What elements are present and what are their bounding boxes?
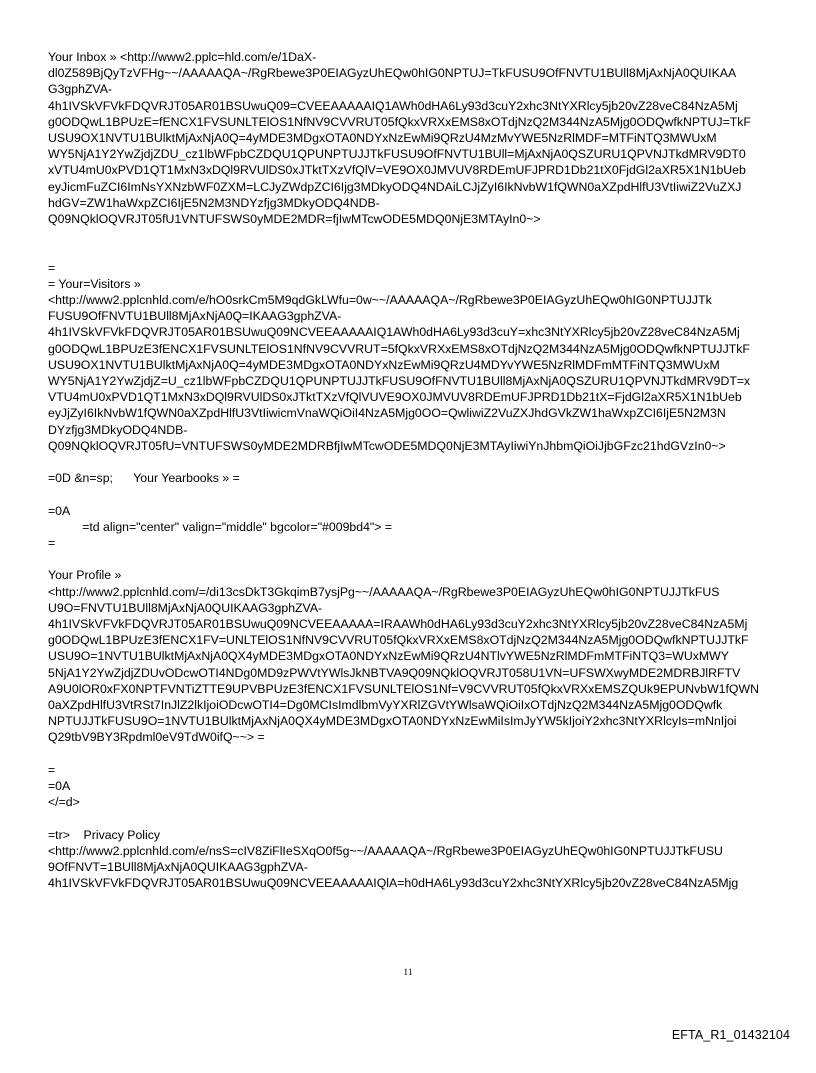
text-line: =0D &n=sp; Your Yearbooks » = <box>48 471 240 486</box>
text-line: </=d> <box>48 795 80 810</box>
blank-line <box>48 746 778 762</box>
text-line: 4h1IVSkVFVkFDQVRJT05AR01BSUwuQ09NCVEEAAAAAIQ1AWh0dHA6Ly93d3cuY=xhc3NtYXRlcy5jb20vZ28veC84NzA5Mj <box>48 325 740 340</box>
text-line: <http://www2.pplcnhld.com/e/nsS=cIV8ZiFlIeSXqO0f5g~~/AAAAAQA~/RgRbewe3P0EIAGyzUhEQw0hIG0NPTUJJTkFUSU <box>48 843 723 858</box>
text-line: VTU4mU0xPVD1QT1MxN3xDQl9RVUlDS0xJTktTXzVfQlVUVE9OX0JMVUV8RDEmUFJPRD1Db21tX=FjdGl2aXR5X1N1bUeb <box>48 390 742 405</box>
text-line: hdGV=ZW1haWxpZCI6IjE5N2M3NDYzfjg3MDkyODQ4NDB- <box>48 195 380 210</box>
text-line: xVTU4mU0xPVD1QT1MxN3xDQl9RVUlDS0xJTktTXzVfQlV=VE9OX0JMVUV8RDEmUFJPRD1Db21tX0FjdGl2aXR5X1N1bUeb <box>48 163 746 178</box>
blank-line <box>48 810 778 826</box>
blank-line <box>48 243 778 259</box>
text-line: = <box>48 762 56 777</box>
text-line: USU9OX1NVTU1BUlktMjAxNjA0Q=4yMDE3MDgxOTA0NDYxNzEwMi9QRzU4MDYvYWE5NzRlMDFmMTFiNTQ3MWUxM <box>48 357 720 372</box>
text-line: 0aXZpdHlfU3VtRSt7InJlZ2lkIjoiODcwOTI4=Dg0MCIsImdlbmVyYXRlZGVtYWlsaWQiOiIxOTdjNzQ2M344NzA5Mjg0ODQwfk <box>48 698 723 713</box>
text-line: <http://www2.pplcnhld.com/e/hO0srkCm5M9qdGkLWfu=0w~~/AAAAAQA~/RgRbewe3P0EIAGyzUhEQw0hIG0NPTUJJTk <box>48 293 712 308</box>
text-line: 4h1IVSkVFVkFDQVRJT05AR01BSUwuQ09=CVEEAAAAAIQ1AWh0dHA6Ly93d3cuY2xhc3NtYXRlcy5jb20vZ28veC84NzA5Mj <box>48 98 738 113</box>
text-line: = <box>48 260 56 275</box>
text-line: g0ODQwL1BPUzE3fENCX1FV=UNLTElOS1NfNV9CVVRUT05fQkxVRXxEMS8xOTdjNzQ2M344NzA5Mjg0ODQwfkNPTUJJTkF <box>48 633 749 648</box>
text-line: dl0Z589BjQyTzVFHg~~/AAAAAQA~/RgRbewe3P0EIAGyzUhEQw0hIG0NPTUJ=TkFUSU9OfFNVTU1BUll8MjAxNjA0QUIKAA <box>48 66 737 81</box>
email-source-text <box>48 49 778 891</box>
text-line: Q29tbV9BY3Rpdml0eV9TdW0ifQ~~> = <box>48 730 265 745</box>
text-line: U9O=FNVTU1BUll8MjAxNjA0QUIKAAG3gphZVA- <box>48 600 323 615</box>
blank-line <box>48 227 778 243</box>
text-line: =0A <box>48 503 71 518</box>
text-line: = <box>48 536 56 551</box>
page-number: 11 <box>403 968 413 978</box>
text-line: = Your=Visitors » <box>48 276 141 291</box>
text-line: Q09NQklOQVRJT05fU1VNTUFSWS0yMDE2MDR=fjIwMTcwODE5MDQ0NjE3MTAyIn0~> <box>48 212 541 227</box>
text-line: A9U0lOR0xFX0NPTFVNTiZTTE9UPVBPUzE3fENCX1FVSUNLTElOS1Nf=V9CVVRUT05fQkxVRXxEMSZQUk9EPUNvbW1fQWN <box>48 681 759 696</box>
text-line: Your Profile » <box>48 568 122 583</box>
text-line: g0ODQwL1BPUzE=fENCX1FVSUNLTElOS1NfNV9CVVRUT05fQkxVRXxEMS8xOTdjNzQ2M344NzA5Mjg0ODQwfkNPTUJ=TkF <box>48 114 751 129</box>
text-line: g0ODQwL1BPUzE3fENCX1FVSUNLTElOS1NfNV9CVVRUT=5fQkxVRXxEMS8xOTdjNzQ2M344NzA5Mjg0ODQwfkNPTUJJTkF <box>48 341 750 356</box>
text-line: WY5NjA1Y2YwZjdjZ=U_cz1lbWFpbCZDQU1QPUNPTUJJTkFUSU9OfFNVTU1BUll8MjAxNjA0QSZURU1QPVNJTkdMRV9DT=x <box>48 374 751 389</box>
text-line: WY5NjA1Y2YwZjdjZDU_cz1lbWFpbCZDQU1QPUNPTUJJTkFUSU9OfFNVTU1BUll=MjAxNjA0QSZURU1QPVNJTkdMRV9DT0 <box>48 147 746 162</box>
text-line: =tr> Privacy Policy <box>48 827 161 842</box>
text-line: NPTUJJTkFUSU9O=1NVTU1BUlktMjAxNjA0QX4yMDE3MDgxOTA0NDYxNzEwMiIsImJyYW5kIjoiY2xhc3NtYXRlcyIs=mNnIjoi <box>48 714 737 729</box>
blank-line <box>48 454 778 470</box>
blank-line <box>48 551 778 567</box>
text-line: G3gphZVA- <box>48 82 113 97</box>
text-line: Your Inbox » <http://www2.pplc=hld.com/e/1DaX- <box>48 50 317 64</box>
text-line: FUSU9OfFNVTU1BUll8MjAxNjA0Q=IKAAG3gphZVA- <box>48 309 342 324</box>
blank-line <box>48 486 778 502</box>
text-line: USU9OX1NVTU1BUlktMjAxNjA0Q=4yMDE3MDgxOTA0NDYxNzEwMi9QRzU4MzMvYWE5NzRlMDF=MTFiNTQ3MWUxM <box>48 131 717 146</box>
text-line: eyJjZyI6IkNvbW1fQWN0aXZpdHlfU3VtIiwicmVnaWQiOiI4NzA5Mjg0OO=QwliwiZ2VuZXJhdGVkZW1haWxpZCI6IjE5N2M3N <box>48 406 726 421</box>
text-line: 5NjA1Y2YwZjdjZDUvODcwOTI4NDg0MD9zPWVtYWlsJkNBTVA9Q09NQklOQVRJT058U1VN=UFSWXwyMDE2MDRBJlRFTV <box>48 665 741 680</box>
text-line: 4h1IVSkVFVkFDQVRJT05AR01BSUwuQ09NCVEEAAAAAIQlA=h0dHA6Ly93d3cuY2xhc3NtYXRlcy5jb20vZ28veC84NzA5Mjg <box>48 876 739 891</box>
document-id: EFTA_R1_01432104 <box>671 1028 790 1042</box>
text-line: 9OfFNVT=1BUll8MjAxNjA0QUIKAAG3gphZVA- <box>48 860 308 875</box>
text-line: <http://www2.pplcnhld.com/=/di13csDkT3GkqimB7ysjPg~~/AAAAAQA~/RgRbewe3P0EIAGyzUhEQw0hIG0NPTUJJTkFUS <box>48 584 720 599</box>
text-line: =td align="center" valign="middle" bgcolor="#009bd4"> = <box>48 519 393 534</box>
text-line: 4h1IVSkVFVkFDQVRJT05AR01BSUwuQ09NCVEEAAAAA=IRAAWh0dHA6Ly93d3cuY2xhc3NtYXRlcy5jb20vZ28veC84NzA5Mj <box>48 617 748 632</box>
text-line: USU9O=1NVTU1BUlktMjAxNjA0QX4yMDE3MDgxOTA0NDYxNzEwMi9QRzU4NTlvYWE5NzRlMDFmMTFiNTQ3=WUxMWY <box>48 649 729 664</box>
text-line: eyJicmFuZCI6ImNsYXNzbWF0ZXM=LCJyZWdpZCI6Ijg3MDkyODQ4NDAiLCJjZyI6IkNvbW1fQWN0aXZpdHlfU3VtIiwiZ2VuZXJ <box>48 179 742 194</box>
text-line: Q09NQklOQVRJT05fU=VNTUFSWS0yMDE2MDRBfjIwMTcwODE5MDQ0NjE3MTAyIiwiYnJhbmQiOiJjbGFzc21hdGVzIn0~> <box>48 438 726 453</box>
text-line: DYzfjg3MDkyODQ4NDB- <box>48 422 188 437</box>
text-line: =0A <box>48 779 71 794</box>
